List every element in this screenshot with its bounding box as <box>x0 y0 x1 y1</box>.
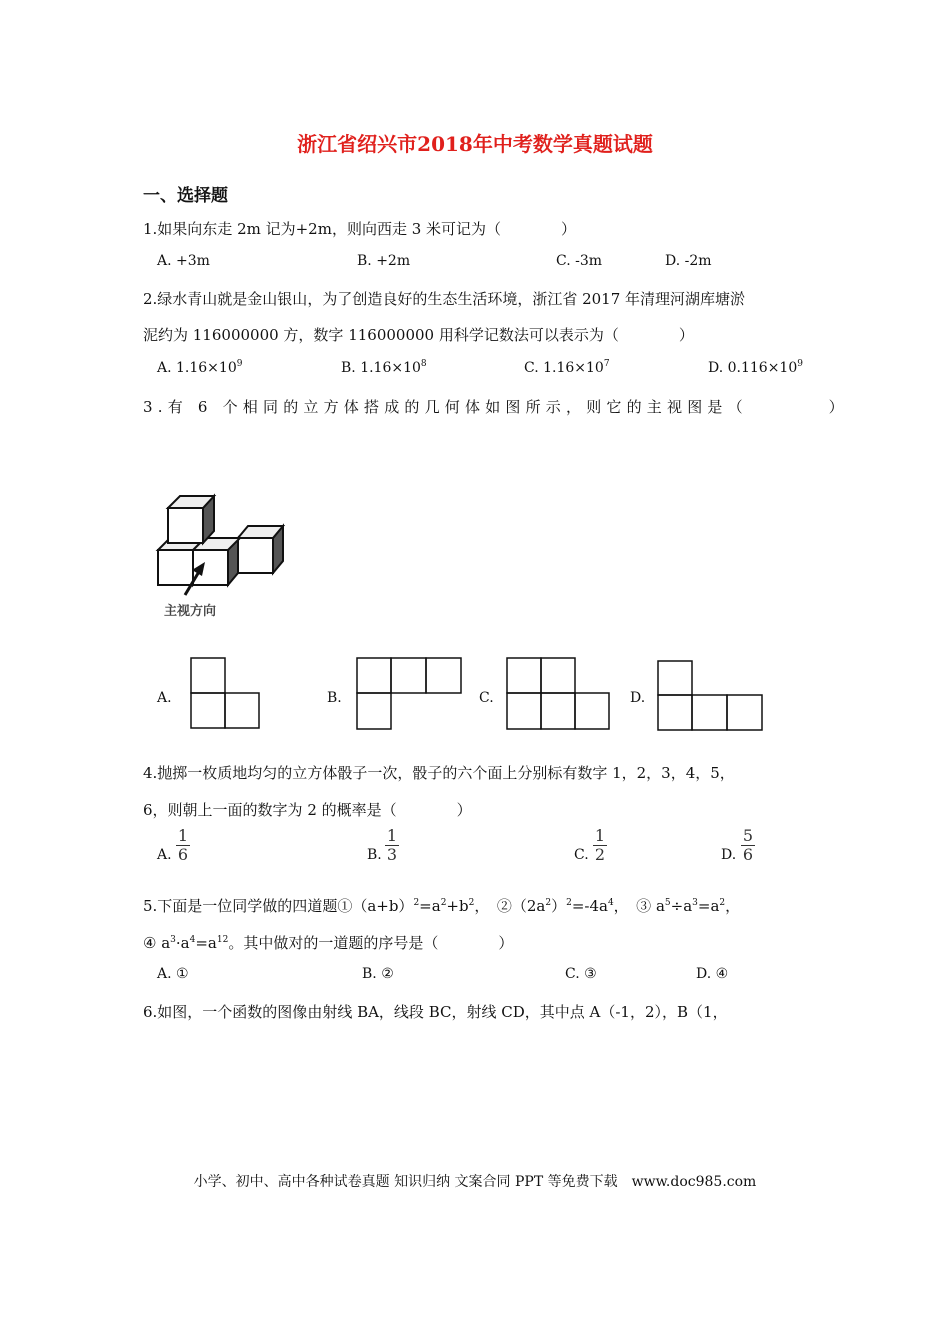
section-title: 一、选择题 <box>143 186 228 206</box>
q4-option-d-label[interactable]: D. <box>721 847 737 863</box>
question-2-line-1: 2.绿水青山就是金山银山，为了创造良好的生态生活环境，浙江省 2017 年清理河湖库塘淤 <box>143 290 746 308</box>
q5-text: =-4a <box>571 897 608 915</box>
q2-option-c-text: C. 1.16×10 <box>524 360 604 376</box>
q4-option-b-numerator: 1 <box>386 826 398 845</box>
q5-exponent: 3 <box>692 898 698 908</box>
q4-option-b-label[interactable]: B. <box>367 847 382 863</box>
q3-option-d-view <box>657 660 765 732</box>
q4-option-b-denominator: 3 <box>386 845 398 864</box>
q1-option-c[interactable]: C. -3m <box>556 253 603 269</box>
q2-option-d[interactable] <box>708 360 803 376</box>
q2-option-d-exponent: 9 <box>797 359 803 369</box>
q4-option-b-fraction <box>384 827 400 864</box>
q5-text: ） <box>551 897 567 915</box>
q4-option-c-numerator: 1 <box>594 826 606 845</box>
q2-option-d-text: D. 0.116×10 <box>708 360 798 376</box>
q3-option-b-label[interactable]: B. <box>327 690 342 706</box>
q2-option-a[interactable] <box>157 360 242 376</box>
q5-text: =a <box>697 897 720 915</box>
q4-option-a-numerator: 1 <box>177 826 189 845</box>
q5-text: ， ②（2a <box>474 897 546 915</box>
q3-option-a-view <box>190 657 262 729</box>
q2-option-b[interactable] <box>341 360 427 376</box>
question-5-line-1 <box>143 895 740 916</box>
q5-option-a[interactable]: A. ① <box>157 966 189 982</box>
q5-exponent: 12 <box>216 935 229 945</box>
question-4-line-1: 4.抛掷一枚质地均匀的立方体骰子一次，骰子的六个面上分别标有数字 1，2，3，4，5， <box>143 764 735 782</box>
question-4-line-2: 6，则朝上一面的数字为 2 的概率是（ ） <box>143 801 472 819</box>
question-1-stem: 1.如果向东走 2m 记为+2m，则向西走 3 米可记为（ ） <box>143 220 577 238</box>
q5-exponent: 2 <box>413 898 420 908</box>
question-2-line-2: 泥约为 116000000 方，数字 116000000 用科学记数法可以表示为（ ） <box>143 326 694 344</box>
q2-option-b-exponent: 8 <box>420 359 427 369</box>
page-footer: 小学、初中、高中各种试卷真题 知识归纳 文案合同 PPT 等免费下载 www.doc985.com <box>193 1174 757 1190</box>
q4-option-a-label[interactable]: A. <box>157 847 172 863</box>
q5-text: ·a <box>175 934 190 952</box>
q2-option-a-text: A. 1.16×10 <box>157 360 237 376</box>
q5-text: =a <box>195 934 217 952</box>
q3-option-d-label[interactable]: D. <box>630 690 646 706</box>
question-6-stem: 6.如图，一个函数的图像由射线 BA，线段 BC，射线 CD，其中点 A（-1，2），B（1， <box>143 1003 728 1021</box>
q5-option-c[interactable]: C. ③ <box>565 966 597 982</box>
q5-exponent: 2 <box>545 898 552 908</box>
q1-option-d[interactable]: D. -2m <box>665 253 712 269</box>
q5-text: =a <box>419 897 441 915</box>
q2-option-c[interactable] <box>524 360 610 376</box>
figure-caption: 主视方向 <box>164 604 217 619</box>
q5-exponent: 4 <box>189 935 196 945</box>
cube-stack-figure <box>150 490 295 600</box>
q5-text: ， <box>725 897 741 915</box>
q5-text: ÷a <box>670 897 693 915</box>
q4-option-c-denominator: 2 <box>594 845 606 864</box>
q5-text: +b <box>446 897 469 915</box>
q4-option-c-fraction <box>592 827 608 864</box>
q5-exponent: 2 <box>566 898 572 908</box>
q2-option-a-exponent: 9 <box>236 359 243 369</box>
q5-exponent: 3 <box>170 935 176 945</box>
q4-option-a-denominator: 6 <box>177 845 189 864</box>
q2-option-b-text: B. 1.16×10 <box>341 360 421 376</box>
q5-exponent: 2 <box>719 898 726 908</box>
page-title: 浙江省绍兴市2018年中考数学真题试题 <box>297 132 653 156</box>
q5-exponent: 2 <box>440 898 447 908</box>
q5-exponent: 5 <box>664 898 671 908</box>
q3-option-c-view <box>506 657 612 731</box>
q5-text: ④ a <box>143 934 171 952</box>
q4-option-c-label[interactable]: C. <box>574 847 589 863</box>
q5-text: ， ③ a <box>613 897 665 915</box>
q3-option-b-view <box>356 657 464 731</box>
q4-option-a-fraction <box>175 827 191 864</box>
q4-option-d-fraction <box>740 827 756 864</box>
q5-option-b[interactable]: B. ② <box>362 966 394 982</box>
q2-option-c-exponent: 7 <box>603 359 610 369</box>
q1-option-a[interactable]: A. +3m <box>157 253 210 269</box>
q3-option-c-label[interactable]: C. <box>479 690 494 706</box>
q1-option-b[interactable]: B. +2m <box>357 253 411 269</box>
q5-option-d[interactable]: D. ④ <box>696 966 729 982</box>
q5-text: 5.下面是一位同学做的四道题①（a+b） <box>143 897 414 915</box>
q5-exponent: 2 <box>468 898 475 908</box>
question-3-stem: 3.有 6 个相同的立方体搭成的几何体如图所示，则它的主视图是（ ） <box>143 398 849 416</box>
q4-option-d-denominator: 6 <box>742 845 754 864</box>
q4-option-d-numerator: 5 <box>742 826 754 845</box>
question-5-line-2 <box>143 932 513 953</box>
q3-option-a-label[interactable]: A. <box>157 690 172 706</box>
q5-text: 。其中做对的一道题的序号是（ ） <box>228 934 514 952</box>
q5-exponent: 4 <box>607 898 614 908</box>
